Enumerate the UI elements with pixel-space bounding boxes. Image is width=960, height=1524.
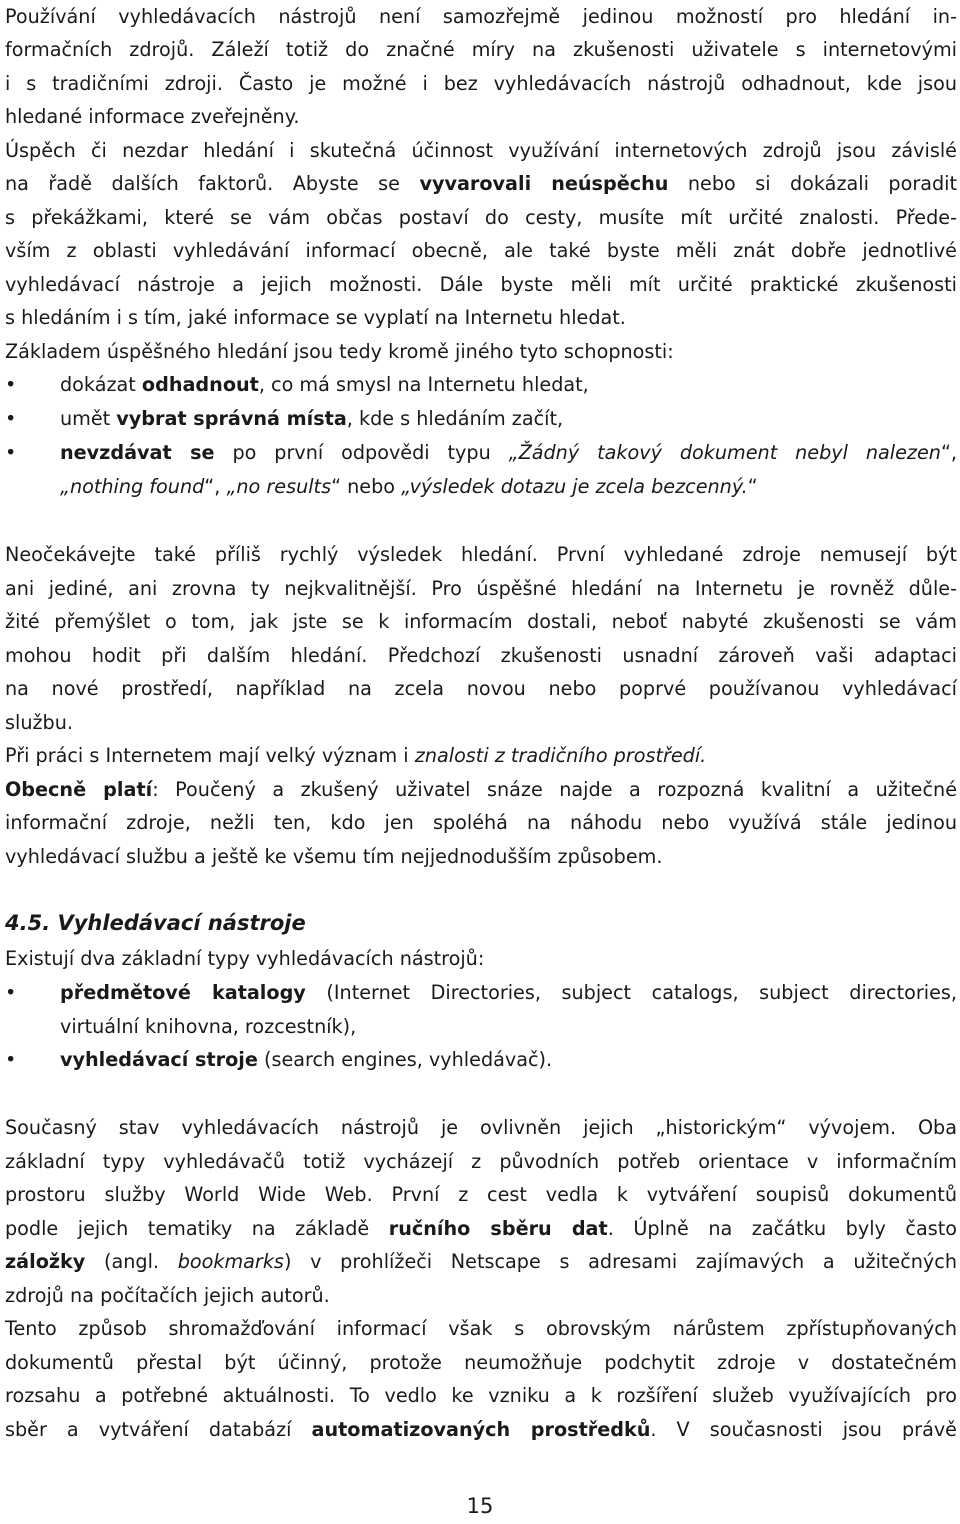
text-line: rozsahu a potřebné aktuálnosti. To vedlo ke vzniku a k rozšíření služeb využívajících pro — [5, 1384, 957, 1407]
text-line: žité přemýšlet o tom, jak jste se k informacím dostali, neboť nabyté zkušenosti se vám — [5, 610, 957, 633]
text-span: “ nebo — [331, 475, 402, 498]
emphasis: ručního sběru dat — [388, 1217, 608, 1240]
text-line — [5, 739, 957, 773]
quote: „Žádný takový dokument nebyl nalezen — [508, 441, 941, 464]
text-span: Při práci s Internetem mají velký význam i — [5, 744, 415, 767]
text-span: . V současnosti jsou právě — [650, 1418, 957, 1441]
text-span: dokázat — [60, 373, 142, 396]
text-span: umět — [60, 407, 117, 430]
text-line: Základem úspěšného hledání jsou tedy kromě jiného tyto schopnosti: — [5, 340, 674, 363]
text-line: na nové prostředí, například na zcela novou nebo poprvé používanou vyhledávací — [5, 677, 957, 700]
emphasis: Obecně platí — [5, 778, 153, 801]
bullet-marker: • — [5, 407, 17, 430]
list-item — [60, 368, 957, 402]
text-span: . Úplně na začátku byly často — [607, 1217, 957, 1240]
text-line: Existují dva základní typy vyhledávacích nástrojů: — [5, 947, 485, 970]
text-line: vším z oblasti vyhledávání informací obecně, ale také byste měli znát dobře jednotlivé — [5, 239, 957, 262]
text-line: ani jediné, ani zrovna ty nejkvalitnější. Pro úspěšné hledání na Internetu je rovněž důle- — [5, 577, 957, 600]
quote: „výsledek dotazu je zcela bezcenný. — [401, 475, 748, 498]
text-line: i s tradičními zdroji. Často je možné i bez vyhledávacích nástrojů odhadnout, kde jsou — [5, 72, 957, 95]
emphasis: vyhledávací stroje — [60, 1048, 258, 1071]
text-line: s překážkami, které se vám občas postaví do cesty, musíte mít určité znalosti. Přede- — [5, 206, 957, 229]
emphasis: vyvarovali neúspěchu — [419, 172, 669, 195]
emphasis: znalosti z tradičního prostředí. — [414, 744, 707, 767]
section-heading: 4.5. Vyhledávací nástroje — [5, 911, 306, 935]
text-line: formačních zdrojů. Záleží totiž do značné míry na zkušenosti uživatele s internetovými — [5, 38, 957, 61]
list-item — [60, 402, 957, 436]
text-line — [5, 773, 957, 807]
text-line: Používání vyhledávacích nástrojů není samozřejmě jedinou možností pro hledání in- — [5, 5, 957, 28]
list-item — [60, 436, 957, 470]
text-line: s hledáním i s tím, jaké informace se vyplatí na Internetu hledat. — [5, 306, 626, 329]
text-line: vyhledávací službu a ještě ke všemu tím nejjednodušším způsobem. — [5, 845, 663, 868]
text-line: informační zdroje, nežli ten, kdo jen spoléhá na náhodu nebo využívá stále jedinou — [5, 811, 957, 834]
quote: „nothing found — [60, 475, 205, 498]
list-item-continuation — [60, 470, 957, 504]
quote: „no results — [226, 475, 332, 498]
text-line: dokumentů přestal být účinný, protože neumožňuje podchytit zdroje v dostatečném — [5, 1351, 957, 1374]
text-line: základní typy vyhledávačů totiž vycházejí z původních potřeb orientace v informačním — [5, 1150, 957, 1173]
list-item — [60, 1043, 957, 1077]
text-span: ) v prohlížeči Netscape s adresami zajímavých a užitečných — [283, 1250, 957, 1273]
bullet-marker: • — [5, 373, 17, 396]
emphasis: předmětové katalogy — [60, 981, 306, 1004]
bullet-marker: • — [5, 981, 17, 1004]
text-span: “, — [204, 475, 227, 498]
emphasis: automatizovaných prostředků — [311, 1418, 651, 1441]
text-line: vyhledávací nástroje a jejich možnosti. Dále byste měli mít určité praktické zkušenosti — [5, 273, 957, 296]
text-span: po první odpovědi typu — [214, 441, 509, 464]
bullet-marker: • — [5, 441, 17, 464]
text-line: Tento způsob shromažďování informací však s obrovským nárůstem zpřístupňovaných — [5, 1317, 957, 1340]
text-span: : Poučený a zkušený uživatel snáze najde a rozpozná kvalitní a užitečné — [152, 778, 957, 801]
text-line: zdrojů na počítačích jejich autorů. — [5, 1284, 330, 1307]
text-line: Neočekávejte také příliš rychlý výsledek hledání. První vyhledané zdroje nemusejí být — [5, 543, 957, 566]
text-span: (angl. — [85, 1250, 178, 1273]
text-line: hledané informace zveřejněny. — [5, 105, 300, 128]
emphasis: záložky — [5, 1250, 86, 1273]
text-span: (search engines, vyhledávač). — [257, 1048, 553, 1071]
text-span: , co má smysl na Internetu hledat, — [258, 373, 589, 396]
text-line — [5, 1245, 957, 1279]
text-span: “ — [747, 475, 758, 498]
text-line — [5, 1413, 957, 1447]
text-line — [5, 1212, 957, 1246]
bullet-marker: • — [5, 1048, 17, 1071]
emphasis: nevzdávat se — [60, 441, 215, 464]
text-span: (Internet Directories, subject catalogs, subject directories, — [305, 981, 957, 1004]
text-span: “, — [940, 441, 957, 464]
text-line — [5, 167, 957, 201]
text-line: Současný stav vyhledávacích nástrojů je ovlivněn jejich „historickým“ vývojem. Oba — [5, 1116, 957, 1139]
text-line: mohou hodit při dalším hledání. Předchozí zkušenosti usnadní zároveň vaši adaptaci — [5, 644, 957, 667]
emphasis: vybrat správná místa — [116, 407, 347, 430]
text-span: sběr a vytváření databází — [5, 1418, 312, 1441]
text-line: Úspěch či nezdar hledání i skutečná účinnost využívání internetových zdrojů jsou závislé — [5, 139, 957, 162]
text-span: nebo si dokázali poradit — [668, 172, 957, 195]
page-number: 15 — [466, 1494, 494, 1518]
text-line: službu. — [5, 711, 73, 734]
text-line: prostoru služby World Wide Web. První z cest vedla k vytváření soupisů dokumentů — [5, 1183, 957, 1206]
list-item-continuation: virtuální knihovna, rozcestník), — [60, 1015, 357, 1038]
text-span: podle jejich tematiky na základě — [5, 1217, 389, 1240]
emphasis: odhadnout — [141, 373, 259, 396]
text-span: , kde s hledáním začít, — [346, 407, 564, 430]
emphasis: bookmarks — [177, 1250, 284, 1273]
list-item — [60, 976, 957, 1010]
text-span: na řadě dalších faktorů. Abyste se — [5, 172, 420, 195]
